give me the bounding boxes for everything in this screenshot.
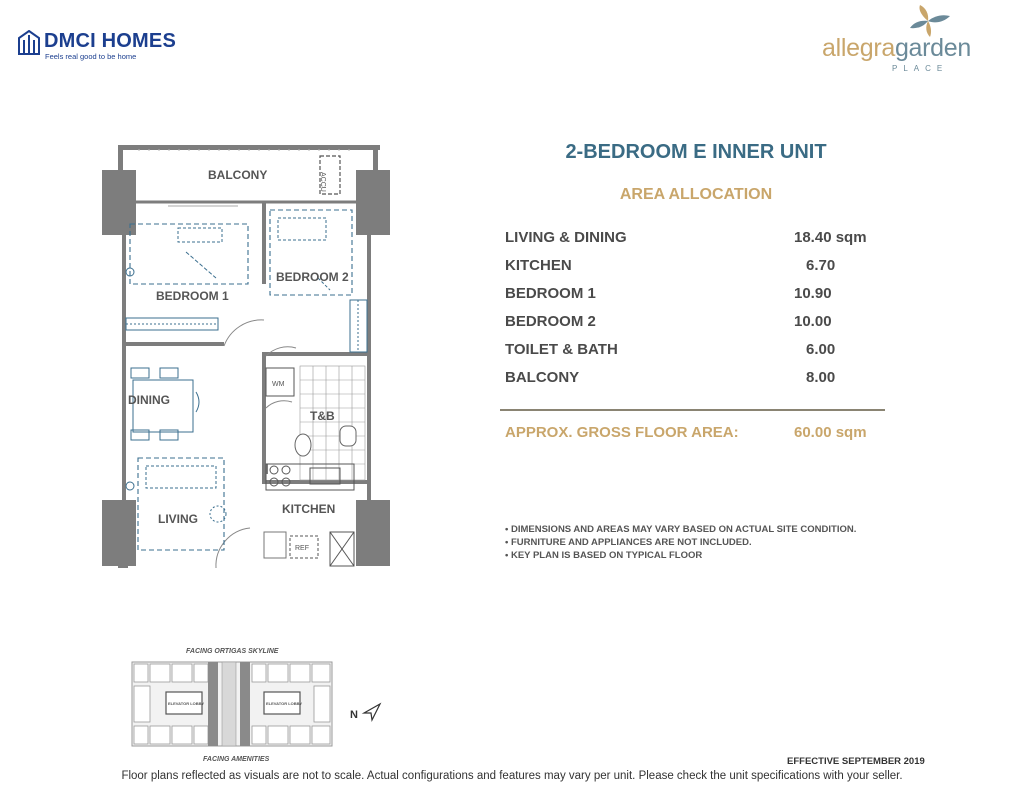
room-label-kitchen: KITCHEN xyxy=(282,502,336,516)
key-plan xyxy=(128,646,388,764)
room-label-bedroom1: BEDROOM 1 xyxy=(156,289,229,303)
fixture-label-ref: REF xyxy=(295,545,309,552)
area-row-value: 10.90 xyxy=(794,285,832,302)
leaf-icon xyxy=(904,4,952,38)
gross-floor-area-value: 60.00 sqm xyxy=(794,424,867,441)
room-label-bedroom2: BEDROOM 2 xyxy=(276,270,349,284)
project-logo xyxy=(822,4,1022,76)
area-row-value: 6.00 xyxy=(806,341,836,358)
project-subtitle: PLACE xyxy=(892,64,949,73)
key-plan-top-label: FACING ORTIGAS SKYLINE xyxy=(186,648,279,655)
area-row xyxy=(505,339,885,367)
area-row-label: TOILET & BATH xyxy=(505,341,618,358)
area-row xyxy=(505,311,885,339)
area-allocation-heading: AREA ALLOCATION xyxy=(619,186,773,203)
area-row-label: BEDROOM 2 xyxy=(505,313,596,330)
area-row-label: KITCHEN xyxy=(505,257,572,274)
disclaimer: Floor plans reflected as visuals are not to scale. Actual configurations and features may vary per unit. Please check the unit specifications with your seller. xyxy=(121,770,903,782)
key-plan-lobby-label: ELEVATOR LOBBY xyxy=(266,701,303,706)
effective-date: EFFECTIVE SEPTEMBER 2019 xyxy=(787,756,925,767)
area-allocation-table xyxy=(505,227,885,395)
brand-tagline: Feels real good to be home xyxy=(45,52,137,61)
area-row-label: BEDROOM 1 xyxy=(505,285,596,302)
area-row-label: LIVING & DINING xyxy=(505,229,627,246)
key-plan-drawing xyxy=(128,646,388,764)
area-row xyxy=(505,283,885,311)
fixture-label-acu: ACCU xyxy=(319,172,326,192)
room-label-living: LIVING xyxy=(158,512,199,526)
gross-floor-area-label: APPROX. GROSS FLOOR AREA: xyxy=(505,424,739,441)
area-row xyxy=(505,227,885,255)
divider xyxy=(500,409,885,411)
dmci-emblem-icon xyxy=(18,30,40,56)
note-item: • DIMENSIONS AND AREAS MAY VARY BASED ON ACTUAL SITE CONDITION. xyxy=(505,524,857,535)
area-row-value: 8.00 xyxy=(806,369,836,386)
area-row-value: 10.00 xyxy=(794,313,832,330)
north-label: N xyxy=(350,709,358,721)
area-row-value: 6.70 xyxy=(806,257,836,274)
north-arrow-icon xyxy=(350,700,384,724)
area-row-value: 18.40 sqm xyxy=(794,229,867,246)
room-label-balcony: BALCONY xyxy=(208,168,268,182)
area-row-label: BALCONY xyxy=(505,369,580,386)
note-item: • KEY PLAN IS BASED ON TYPICAL FLOOR xyxy=(505,550,703,561)
unit-title: 2-BEDROOM E INNER UNIT xyxy=(565,141,827,163)
dmci-logo xyxy=(18,28,218,64)
area-row xyxy=(505,255,885,283)
floor-plan-drawing xyxy=(98,140,398,572)
room-label-dining: DINING xyxy=(128,393,170,407)
key-plan-bottom-label: FACING AMENITIES xyxy=(203,756,270,763)
project-name-part1: allegra xyxy=(822,34,895,62)
project-name-part2: garden xyxy=(894,34,971,62)
area-row xyxy=(505,367,885,395)
fixture-label-wm: WM xyxy=(272,381,285,388)
notes xyxy=(505,523,856,562)
floor-plan xyxy=(98,140,398,572)
note-item: • FURNITURE AND APPLIANCES ARE NOT INCLUDED. xyxy=(505,537,752,548)
project-name xyxy=(822,34,971,63)
key-plan-lobby-label: ELEVATOR LOBBY xyxy=(168,701,205,706)
brand-name: DMCI HOMES xyxy=(44,30,176,52)
room-label-tb: T&B xyxy=(310,409,335,423)
